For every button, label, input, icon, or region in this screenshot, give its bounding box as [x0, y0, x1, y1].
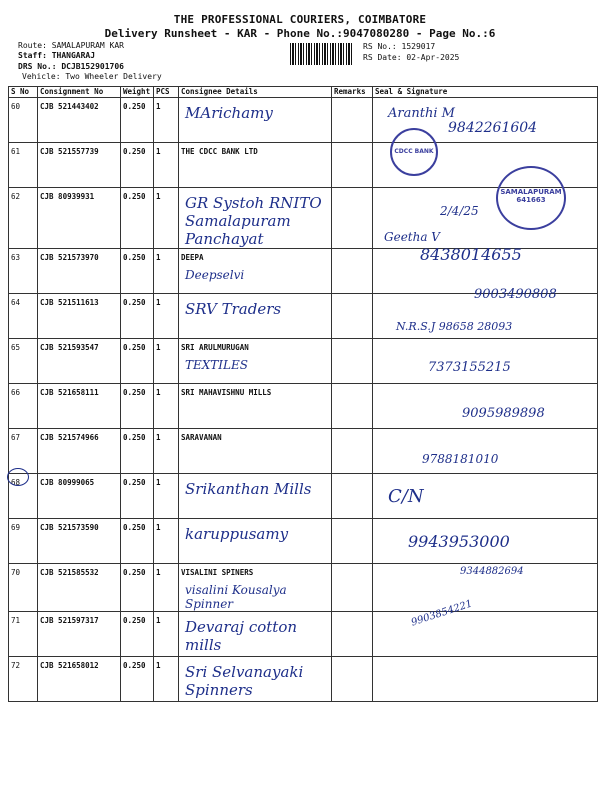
col-seal: Seal & Signature	[373, 87, 598, 98]
sig-62-date: 2/4/25	[440, 204, 479, 218]
col-consignee: Consignee Details	[179, 87, 332, 98]
row-69-circle-mark	[7, 468, 29, 486]
remarks-cell	[332, 98, 373, 143]
route-label: Route: SAMALAPURAM KAR	[18, 41, 124, 50]
sno-cell: 69	[9, 519, 38, 564]
table-row	[9, 429, 598, 474]
consignment-cell: CJB 521658012	[38, 657, 121, 702]
rs-date: RS Date: 02-Apr-2025	[363, 53, 460, 62]
sno-cell: 64	[9, 294, 38, 339]
sig-60-name: Aranthi M	[388, 106, 455, 121]
consignee-cell	[179, 657, 332, 702]
pcs-cell: 1	[154, 143, 179, 188]
consignee-handwritten-name: Srikanthan Mills	[185, 480, 312, 498]
consignee-cell	[179, 429, 332, 474]
weight-cell: 0.250	[121, 564, 154, 612]
pcs-cell: 1	[154, 564, 179, 612]
consignee-handwritten-name: Deepselvi	[185, 268, 245, 282]
consignee-printed-name: SRI MAHAVISHNU MILLS	[181, 388, 272, 397]
runsheet-subtitle: Delivery Runsheet - KAR - Phone No.:9047080280 - Page No.:6	[104, 27, 496, 40]
consignee-printed-name: VISALINI SPINERS	[181, 568, 254, 577]
sno-cell: 72	[9, 657, 38, 702]
sig-71-phone: 9344882694	[460, 566, 524, 577]
consignee-cell	[179, 249, 332, 294]
table-header-row	[9, 87, 598, 98]
weight-cell: 0.250	[121, 612, 154, 657]
sig-72-phone: 9903854221	[409, 598, 474, 629]
sig-70-phone: 9943953000	[408, 532, 510, 551]
pcs-cell: 1	[154, 519, 179, 564]
weight-cell: 0.250	[121, 249, 154, 294]
remarks-cell	[332, 474, 373, 519]
samalapuram-stamp-icon: SAMALAPURAM 641663	[496, 166, 566, 230]
sno-cell: 71	[9, 612, 38, 657]
weight-cell: 0.250	[121, 657, 154, 702]
consignment-cell: CJB 521593547	[38, 339, 121, 384]
pcs-cell: 1	[154, 98, 179, 143]
cdcc-bank-stamp-icon: CDCC BANK	[390, 128, 438, 176]
consignment-cell: CJB 521585532	[38, 564, 121, 612]
table-row	[9, 474, 598, 519]
seal-signature-cell	[373, 657, 598, 702]
consignment-cell: CJB 80939931	[38, 188, 121, 249]
weight-cell: 0.250	[121, 143, 154, 188]
remarks-cell	[332, 339, 373, 384]
seal-signature-cell	[373, 429, 598, 474]
table-row	[9, 612, 598, 657]
sig-66-phone: 7373155215	[428, 360, 511, 375]
col-sno: S No	[9, 87, 38, 98]
consignment-cell: CJB 80999065	[38, 474, 121, 519]
sig-63-phone: 8438014655	[420, 245, 522, 264]
consignment-cell: CJB 521573590	[38, 519, 121, 564]
consignee-handwritten-name: Devaraj cotton mills	[185, 618, 298, 654]
sno-cell: 60	[9, 98, 38, 143]
consignee-handwritten-name: karuppusamy	[185, 525, 289, 543]
remarks-cell	[332, 612, 373, 657]
consignment-cell: CJB 521573970	[38, 249, 121, 294]
pcs-cell: 1	[154, 429, 179, 474]
sno-cell: 66	[9, 384, 38, 429]
consignee-cell	[179, 339, 332, 384]
consignee-cell	[179, 384, 332, 429]
consignee-cell	[179, 564, 332, 612]
weight-cell: 0.250	[121, 384, 154, 429]
pcs-cell: 1	[154, 188, 179, 249]
consignment-cell: CJB 521443402	[38, 98, 121, 143]
sig-67-phone: 9095989898	[462, 406, 545, 421]
remarks-cell	[332, 249, 373, 294]
sig-69-mark: C/N	[388, 486, 424, 507]
consignee-printed-name: SARAVANAN	[181, 433, 222, 442]
consignee-handwritten-name: TEXTILES	[185, 358, 248, 372]
weight-cell: 0.250	[121, 294, 154, 339]
consignment-cell: CJB 521597317	[38, 612, 121, 657]
staff-label: Staff: THANGARAJ	[18, 51, 96, 60]
consignment-cell: CJB 521511613	[38, 294, 121, 339]
remarks-cell	[332, 519, 373, 564]
consignee-cell	[179, 294, 332, 339]
consignee-printed-name: SRI ARULMURUGAN	[181, 343, 249, 352]
sno-cell: 63	[9, 249, 38, 294]
pcs-cell: 1	[154, 657, 179, 702]
remarks-cell	[332, 384, 373, 429]
consignee-handwritten-name: visalini Kousalya Spinner	[185, 583, 287, 611]
sno-cell: 62	[9, 188, 38, 249]
consignee-printed-name: DEEPA	[181, 253, 204, 262]
col-weight: Weight	[121, 87, 154, 98]
weight-cell: 0.250	[121, 98, 154, 143]
consignee-handwritten-name: GR Systoh RNITO Samalapuram Panchayat	[185, 194, 322, 248]
weight-cell: 0.250	[121, 519, 154, 564]
pcs-cell: 1	[154, 339, 179, 384]
sig-65-text: N.R.S.J 98658 28093	[396, 320, 513, 333]
weight-cell: 0.250	[121, 339, 154, 384]
consignee-cell	[179, 98, 332, 143]
pcs-cell: 1	[154, 474, 179, 519]
rs-number: RS No.: 1529017	[363, 42, 436, 51]
sig-63-name: Geetha V	[384, 230, 440, 244]
remarks-cell	[332, 429, 373, 474]
pcs-cell: 1	[154, 294, 179, 339]
drs-number: DRS No.: DCJB152901706	[18, 62, 124, 71]
col-consignment: Consignment No	[38, 87, 121, 98]
col-pcs: PCS	[154, 87, 179, 98]
remarks-cell	[332, 188, 373, 249]
consignment-cell: CJB 521658111	[38, 384, 121, 429]
sno-cell: 67	[9, 429, 38, 474]
weight-cell: 0.250	[121, 474, 154, 519]
sno-cell: 65	[9, 339, 38, 384]
barcode-icon	[290, 43, 352, 65]
remarks-cell	[332, 564, 373, 612]
consignee-cell	[179, 612, 332, 657]
table-row	[9, 657, 598, 702]
runsheet-title: THE PROFESSIONAL COURIERS, COIMBATORE	[173, 13, 427, 26]
sno-cell: 61	[9, 143, 38, 188]
seal-signature-cell	[373, 612, 598, 657]
col-remarks: Remarks	[332, 87, 373, 98]
consignee-cell	[179, 519, 332, 564]
remarks-cell	[332, 294, 373, 339]
consignee-cell	[179, 188, 332, 249]
sig-68-phone: 9788181010	[422, 452, 499, 466]
weight-cell: 0.250	[121, 188, 154, 249]
consignee-handwritten-name: SRV Traders	[185, 300, 282, 318]
sig-60-phone: 9842261604	[448, 120, 538, 136]
pcs-cell: 1	[154, 249, 179, 294]
consignee-cell	[179, 474, 332, 519]
sno-cell: 68	[9, 474, 38, 519]
remarks-cell	[332, 657, 373, 702]
remarks-cell	[332, 143, 373, 188]
consignee-handwritten-name: MArichamy	[185, 104, 273, 122]
consignee-handwritten-name: Sri Selvanayaki Spinners	[185, 663, 304, 699]
sig-64-phone: 9003490808	[474, 287, 557, 302]
weight-cell: 0.250	[121, 429, 154, 474]
consignment-cell: CJB 521557739	[38, 143, 121, 188]
consignee-cell	[179, 143, 332, 188]
vehicle-label: Vehicle: Two Wheeler Delivery	[22, 72, 162, 81]
pcs-cell: 1	[154, 612, 179, 657]
sno-cell: 70	[9, 564, 38, 612]
consignment-cell: CJB 521574966	[38, 429, 121, 474]
pcs-cell: 1	[154, 384, 179, 429]
consignee-printed-name: THE CDCC BANK LTD	[181, 147, 258, 156]
